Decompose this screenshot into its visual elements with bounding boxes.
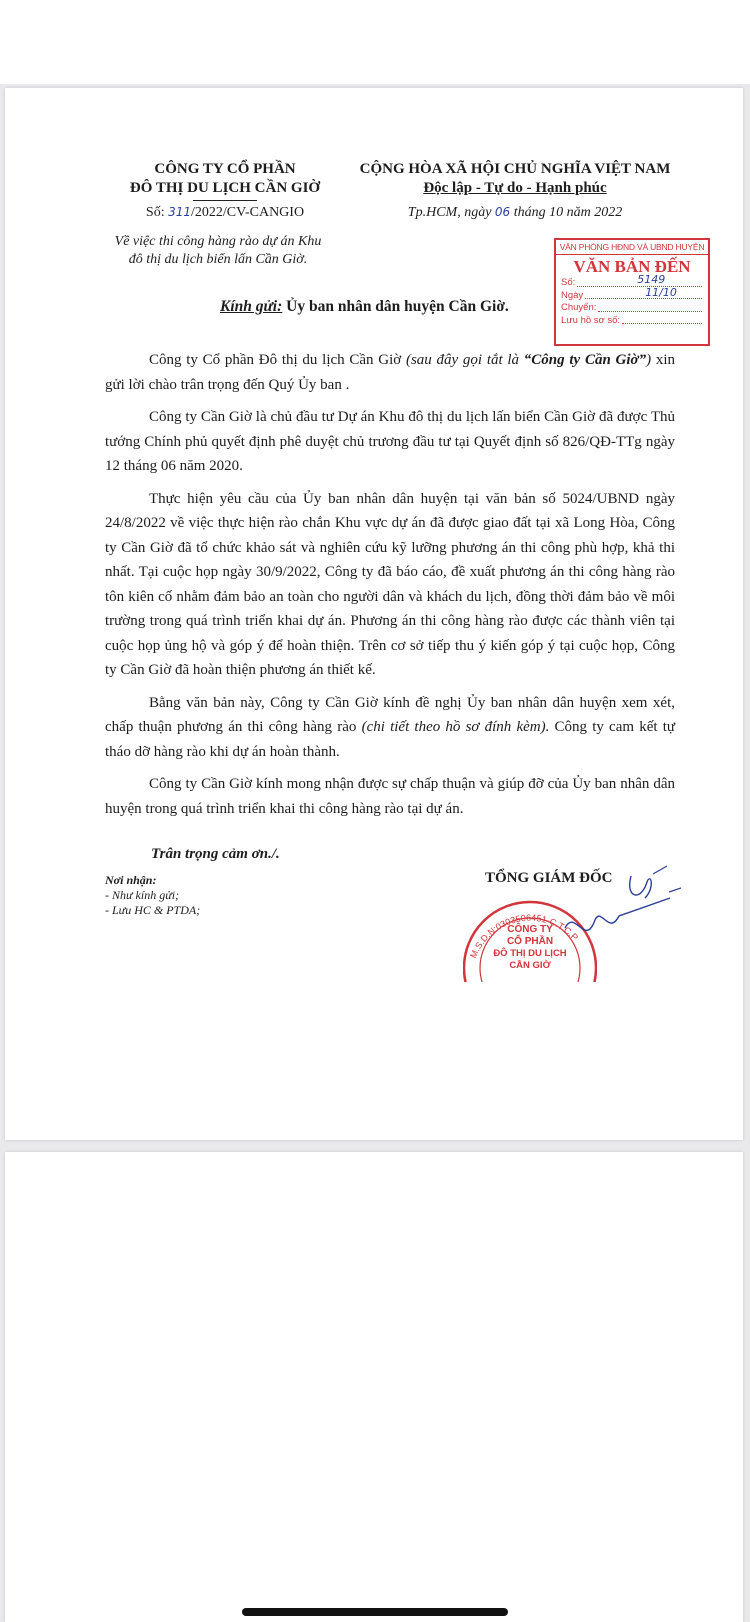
document-date: Tp.HCM, ngày 06 tháng 10 năm 2022 xyxy=(407,205,623,220)
seal-line-4: CẦN GIỜ xyxy=(509,960,551,971)
stamp-ngay-value: 11/10 xyxy=(645,285,677,299)
stamp-row-luu: Lưu hồ sơ số: xyxy=(556,315,708,328)
document-number: Số: 311/2022/CV-CANGIO xyxy=(145,205,305,220)
stamp-row-ngay: Ngày 11/10 xyxy=(556,290,708,303)
document-subject: Về việc thi công hàng rào dự án Khu đô thị du lịch biển lấn Cần Giờ. xyxy=(114,234,322,267)
paragraph-4: Bằng văn bản này, Công ty Cần Giờ kính đề nghị Ủy ban nhân dân huyện xem xét, chấp thuận phương án thi công hàng rào (chi tiết theo hồ sơ đính kèm). Công ty cam kết tự tháo dỡ hàng rào khi dự án hoàn thành. xyxy=(105,694,675,760)
addressee-name: Ủy ban nhân dân huyện Cần Giờ. xyxy=(286,298,509,315)
seal-code: M.S.D.N:0303506451-C.T.C.P xyxy=(468,912,581,960)
paragraph-5: Công ty Cần Giờ kính mong nhận được sự chấp thuận và giúp đỡ của Ủy ban nhân dân huyện trong quá trình triển khai thi công hàng rào tại dự án. xyxy=(105,776,675,817)
company-name-block xyxy=(105,160,345,201)
recipients-title: Nơi nhận: xyxy=(105,873,157,887)
stamp-title: VĂN BẢN ĐẾN xyxy=(573,257,691,276)
national-motto: Độc lập - Tự do - Hạnh phúc xyxy=(423,180,607,196)
document-page-1 xyxy=(5,88,743,1140)
paragraph-3: Thực hiện yêu cầu của Ủy ban nhân dân huyện tại văn bản số 5024/UBND ngày 24/8/2022 về việc thực hiện rào chắn Khu vực dự án đã được giao đất tại xã Long Hòa, Công ty Cần Giờ đã tổ chức khảo sát và nghiên cứu kỹ lưỡng phương án thi công phù hợp, khả thi nhất. Tại cuộc họp ngày 30/9/2022, Công ty đã báo cáo, đề xuất phương án thi công hàng rào tôn kiên cố nhằm đảm bảo an toàn cho người dân và khách du lịch, đồng thời đảm bảo về môi trường trong quá trình triển khai dự án. Phương án thi công hàng rào được các thành viên tại cuộc họp ủng hộ và góp ý để hoàn thiện. Trên cơ sở tiếp thu ý kiến góp ý tại cuộc họp, Công ty Cần Giờ đã hoàn thiện phương án thiết kế. xyxy=(105,490,675,678)
stamp-so-value: 5149 xyxy=(637,273,666,286)
stamp-row-chuyen: Chuyển: xyxy=(556,302,708,315)
addressee-label: Kính gửi: xyxy=(220,298,283,315)
handwritten-number: 311 xyxy=(168,205,192,219)
addressee-line xyxy=(220,298,509,316)
company-name-line1: CÔNG TY CỔ PHẦN xyxy=(154,161,296,177)
recipients-block xyxy=(105,873,200,918)
incoming-document-stamp xyxy=(554,238,710,346)
stamp-office: VĂN PHÒNG HĐND VÀ UBND HUYỆN xyxy=(556,240,708,255)
divider xyxy=(193,200,257,201)
paragraph-2: Công ty Cần Giờ là chủ đầu tư Dự án Khu đô thị du lịch lấn biển Cần Giờ đã được Thủ tướng Chính phủ quyết định phê duyệt chủ trương đầu tư tại Quyết định số 826/QĐ-TTg ngày 12 tháng 06 năm 2020. xyxy=(105,409,675,474)
seal-line-3: ĐÔ THỊ DU LỊCH xyxy=(493,948,567,959)
signer-title: TỔNG GIÁM ĐỐC xyxy=(485,870,613,886)
handwritten-day: 06 xyxy=(494,205,511,219)
closing-line: Trân trọng cảm ơn./. xyxy=(151,846,280,862)
national-title: CỘNG HÒA XÃ HỘI CHỦ NGHĨA VIỆT NAM xyxy=(359,161,671,177)
stamp-row-so: Số: 5149 xyxy=(556,277,708,290)
recipient-item: - Như kính gửi; xyxy=(105,888,180,902)
viewer-top-bar xyxy=(0,0,750,84)
letter-body xyxy=(105,348,675,829)
company-name-line2: ĐÔ THỊ DU LỊCH CẦN GIỜ xyxy=(129,180,321,196)
seal-line-1: CÔNG TY xyxy=(507,924,553,935)
signature-icon xyxy=(505,858,685,968)
document-page-2 xyxy=(5,1152,743,1622)
recipient-item: - Lưu HC & PTDA; xyxy=(105,903,201,917)
national-title-block xyxy=(345,160,685,198)
paragraph-1: Công ty Cổ phần Đô thị du lịch Cần Giờ (sau đây gọi tắt là “Công ty Cần Giờ”) xin gửi lời chào trân trọng đến Quý Ủy ban . xyxy=(105,352,675,393)
seal-line-2: CỔ PHẦN xyxy=(506,936,554,947)
home-indicator[interactable] xyxy=(242,1608,508,1616)
